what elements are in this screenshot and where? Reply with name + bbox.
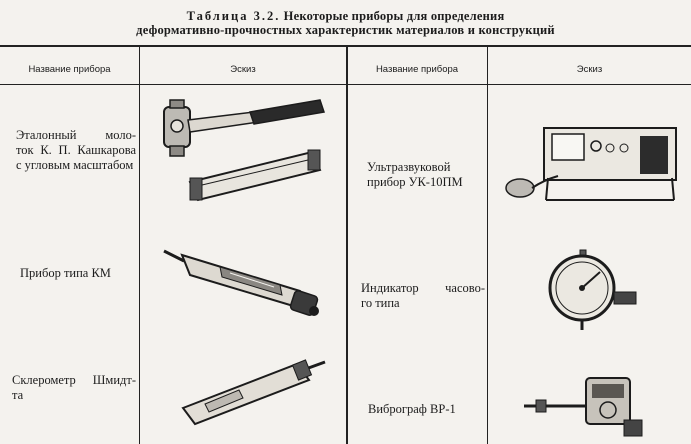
device-name-uk10pm — [367, 160, 485, 190]
spring-impact-device-icon — [160, 243, 335, 333]
device-name-line: Индикатор часово- — [361, 281, 485, 295]
column-divider-1 — [139, 46, 140, 444]
caption-label: Таблица 3.2. — [186, 9, 281, 23]
device-name-km — [20, 266, 136, 281]
device-name-line: Эталонный моло- — [16, 128, 136, 142]
table-caption — [0, 9, 691, 37]
device-name-line: Виброграф ВР-1 — [368, 402, 456, 416]
ultrasonic-device-icon — [500, 118, 686, 218]
device-name-line: ток К. П. Кашкарова — [16, 143, 136, 157]
device-name-line: та — [12, 388, 24, 402]
device-name-line: Ультразвуковой — [367, 160, 451, 174]
caption-title-part1: Некоторые приборы для определения — [280, 9, 505, 23]
device-name-schmidt — [12, 373, 136, 403]
column-divider-3 — [487, 46, 488, 444]
schmidt-hammer-icon — [175, 352, 335, 432]
caption-title-part2: деформативно-прочностных характеристик материалов и конструкций — [136, 23, 555, 37]
header-name-right: Название прибора — [375, 63, 459, 75]
header-sketch-right: Эскиз — [576, 63, 603, 75]
device-name-line: прибор УК-10ПМ — [367, 175, 463, 189]
header-sketch-left: Эскиз — [230, 63, 256, 75]
device-name-line: с угловым масштабом — [16, 158, 134, 172]
device-name-line: го типа — [361, 296, 400, 310]
device-name-dial-indicator — [361, 281, 485, 311]
device-name-line: Склерометр Шмидт- — [12, 373, 136, 387]
device-name-vibrograph — [368, 402, 486, 417]
device-name-kashkarov-hammer — [16, 128, 136, 173]
hammer-and-angle-gauge-icon — [150, 92, 340, 212]
dial-indicator-icon — [530, 248, 640, 332]
vibrograph-icon — [520, 370, 650, 440]
device-name-line: Прибор типа КМ — [20, 266, 111, 280]
column-divider-2 — [346, 46, 348, 444]
header-name-left: Название прибора — [28, 63, 111, 75]
